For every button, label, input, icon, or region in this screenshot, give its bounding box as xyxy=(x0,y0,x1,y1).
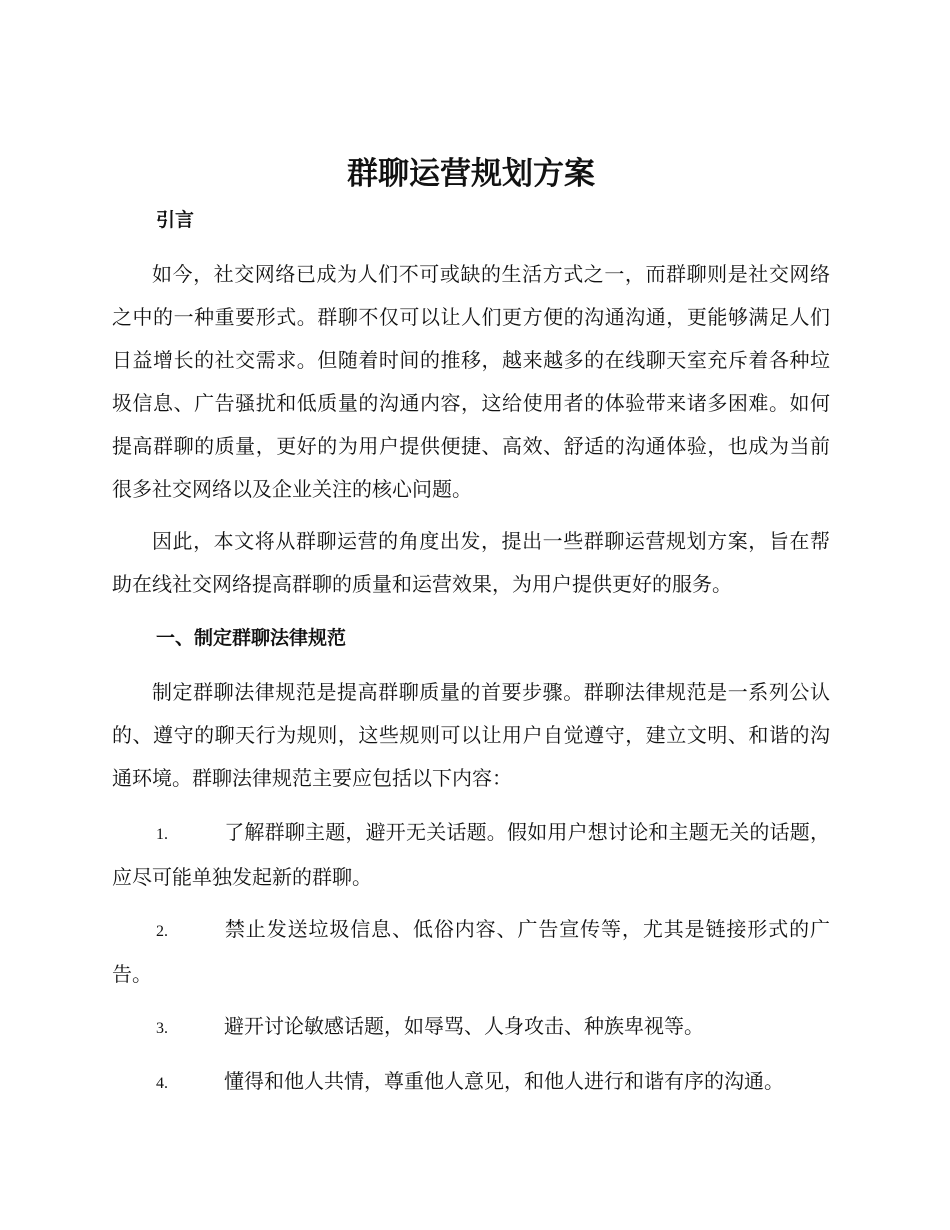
list-item-number: 2. xyxy=(156,923,168,940)
list-item xyxy=(112,1005,830,1050)
list-item-number: 3. xyxy=(156,1020,168,1037)
list-item xyxy=(112,908,830,996)
list-item-text: 禁止发送垃圾信息、低俗内容、广告宣传等，尤其是链接形式的广告。 xyxy=(112,917,830,986)
list-item xyxy=(112,1060,830,1105)
rules-paragraph: 制定群聊法律规范是提高群聊质量的首要步骤。群聊法律规范是一系列公认的、遵守的聊天行为规则，这些规则可以让用户自觉遵守，建立文明、和谐的沟通环境。群聊法律规范主要应包括以下内容： xyxy=(112,680,830,790)
list-item xyxy=(112,811,830,899)
list-item-text: 懂得和他人共情，尊重他人意见，和他人进行和谐有序的沟通。 xyxy=(224,1069,784,1093)
document-title: 群聊运营规划方案 xyxy=(347,156,595,192)
section-heading-rules: 一、制定群聊法律规范 xyxy=(156,627,347,649)
list-item-text: 了解群聊主题，避开无关话题。假如用户想讨论和主题无关的话题，应尽可能单独发起新的群聊。 xyxy=(112,820,830,889)
list-item-number: 4. xyxy=(156,1075,168,1092)
section-heading-intro: 引言 xyxy=(156,209,195,231)
list-item-text: 避开讨论敏感话题，如辱骂、人身攻击、种族卑视等。 xyxy=(224,1014,704,1038)
intro-paragraph-2: 因此，本文将从群聊运营的角度出发，提出一些群聊运营规划方案，旨在帮助在线社交网络提高群聊的质量和运营效果，为用户提供更好的服务。 xyxy=(112,529,830,596)
list-item-number: 1. xyxy=(156,826,168,843)
intro-paragraph-1: 如今，社交网络已成为人们不可或缺的生活方式之一，而群聊则是社交网络之中的一种重要形式。群聊不仅可以让人们更方便的沟通沟通，更能够满足人们日益增长的社交需求。但随着时间的推移，越来越多的在线聊天室充斥着各种垃圾信息、广告骚扰和低质量的沟通内容，这给使用者的体验带来诸多困难。如何提高群聊的质量，更好的为用户提供便捷、高效、舒适的沟通体验，也成为当前很多社交网络以及企业关注的核心问题。 xyxy=(112,262,830,501)
